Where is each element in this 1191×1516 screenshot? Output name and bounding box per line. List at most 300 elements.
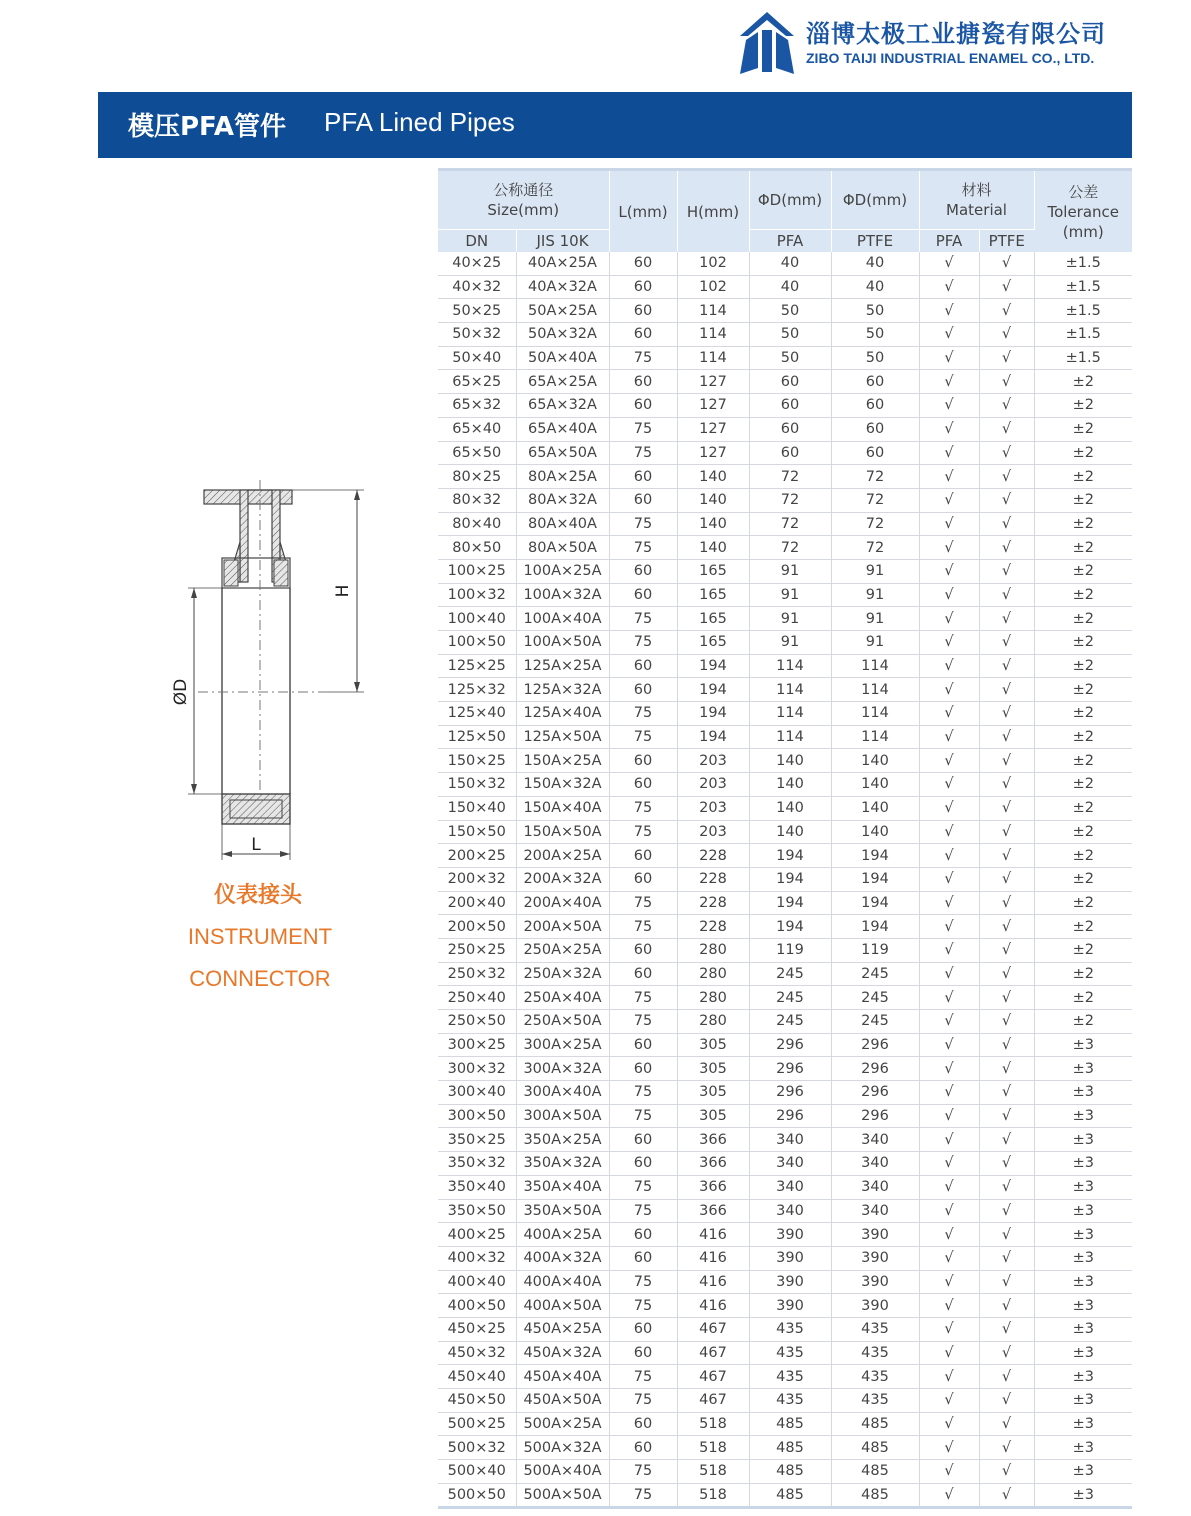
cell-dn: 200×50 — [438, 915, 516, 939]
cell-d-pfa: 91 — [749, 607, 831, 631]
cell-h: 194 — [677, 702, 749, 726]
cell-jis: 125A×25A — [516, 654, 609, 678]
cell-dn: 500×32 — [438, 1436, 516, 1460]
cell-h: 140 — [677, 488, 749, 512]
header-d-ptfe-sub: PTFE — [831, 230, 919, 253]
cell-mat-pfa: √ — [919, 1199, 979, 1223]
cell-mat-ptfe: √ — [979, 1081, 1034, 1105]
cell-mat-pfa: √ — [919, 1081, 979, 1105]
cell-d-ptfe: 91 — [831, 559, 919, 583]
cell-dn: 50×25 — [438, 299, 516, 323]
cell-mat-ptfe: √ — [979, 559, 1034, 583]
cell-h: 366 — [677, 1152, 749, 1176]
header-jis: JIS 10K — [516, 230, 609, 253]
cell-h: 366 — [677, 1175, 749, 1199]
header-dn: DN — [438, 230, 516, 253]
cell-h: 165 — [677, 631, 749, 655]
table-row — [438, 1175, 1132, 1199]
cell-jis: 40A×25A — [516, 252, 609, 275]
cell-d-ptfe: 60 — [831, 370, 919, 394]
cell-d-pfa: 245 — [749, 962, 831, 986]
cell-d-pfa: 50 — [749, 346, 831, 370]
header-d-pfa: ΦD(mm) — [749, 170, 831, 230]
table-row — [438, 773, 1132, 797]
cell-h: 305 — [677, 1104, 749, 1128]
cell-l: 75 — [609, 536, 677, 560]
cell-h: 102 — [677, 252, 749, 275]
cell-d-pfa: 60 — [749, 370, 831, 394]
cell-d-ptfe: 296 — [831, 1104, 919, 1128]
cell-jis: 50A×32A — [516, 323, 609, 347]
table-row — [438, 1057, 1132, 1081]
cell-l: 60 — [609, 299, 677, 323]
cell-tolerance: ±2 — [1034, 938, 1132, 962]
cell-d-ptfe: 114 — [831, 678, 919, 702]
cell-l: 75 — [609, 820, 677, 844]
header-material-cn: 材料 — [961, 181, 992, 199]
table-row — [438, 1294, 1132, 1318]
cell-tolerance: ±3 — [1034, 1436, 1132, 1460]
cell-dn: 250×32 — [438, 962, 516, 986]
cell-tolerance: ±2 — [1034, 749, 1132, 773]
cell-tolerance: ±3 — [1034, 1104, 1132, 1128]
cell-d-pfa: 390 — [749, 1270, 831, 1294]
cell-jis: 100A×50A — [516, 631, 609, 655]
table-row — [438, 394, 1132, 418]
cell-d-pfa: 50 — [749, 323, 831, 347]
cell-dn: 80×25 — [438, 465, 516, 489]
cell-dn: 300×40 — [438, 1081, 516, 1105]
cell-jis: 350A×40A — [516, 1175, 609, 1199]
cell-jis: 300A×50A — [516, 1104, 609, 1128]
cell-jis: 450A×32A — [516, 1341, 609, 1365]
cell-h: 127 — [677, 394, 749, 418]
cell-d-ptfe: 72 — [831, 488, 919, 512]
cell-h: 127 — [677, 417, 749, 441]
connector-drawing — [168, 478, 368, 862]
cell-mat-ptfe: √ — [979, 654, 1034, 678]
cell-d-pfa: 194 — [749, 891, 831, 915]
cell-d-ptfe: 340 — [831, 1152, 919, 1176]
cell-l: 75 — [609, 1270, 677, 1294]
cell-mat-ptfe: √ — [979, 1317, 1034, 1341]
header-size-en: Size(mm) — [487, 201, 560, 219]
cell-l: 75 — [609, 1175, 677, 1199]
cell-l: 60 — [609, 1246, 677, 1270]
cell-mat-pfa: √ — [919, 1033, 979, 1057]
cell-h: 194 — [677, 725, 749, 749]
cell-d-ptfe: 390 — [831, 1246, 919, 1270]
cell-tolerance: ±3 — [1034, 1057, 1132, 1081]
cell-h: 518 — [677, 1483, 749, 1508]
cell-dn: 350×40 — [438, 1175, 516, 1199]
cell-tolerance: ±2 — [1034, 559, 1132, 583]
cell-tolerance: ±3 — [1034, 1341, 1132, 1365]
cell-jis: 50A×25A — [516, 299, 609, 323]
cell-h: 518 — [677, 1436, 749, 1460]
cell-dn: 40×32 — [438, 275, 516, 299]
cell-d-ptfe: 119 — [831, 938, 919, 962]
cell-mat-ptfe: √ — [979, 536, 1034, 560]
cell-jis: 400A×25A — [516, 1223, 609, 1247]
cell-mat-pfa: √ — [919, 1341, 979, 1365]
cell-mat-ptfe: √ — [979, 986, 1034, 1010]
cell-mat-pfa: √ — [919, 678, 979, 702]
cell-l: 60 — [609, 394, 677, 418]
cell-mat-pfa: √ — [919, 962, 979, 986]
cell-tolerance: ±3 — [1034, 1412, 1132, 1436]
company-name-en: ZIBO TAIJI INDUSTRIAL ENAMEL CO., LTD. — [806, 50, 1095, 66]
cell-tolerance: ±3 — [1034, 1389, 1132, 1413]
cell-tolerance: ±2 — [1034, 678, 1132, 702]
cell-d-ptfe: 194 — [831, 844, 919, 868]
cell-d-ptfe: 40 — [831, 275, 919, 299]
cell-mat-pfa: √ — [919, 275, 979, 299]
cell-d-pfa: 485 — [749, 1483, 831, 1508]
cell-l: 75 — [609, 986, 677, 1010]
cell-l: 60 — [609, 962, 677, 986]
cell-tolerance: ±2 — [1034, 488, 1132, 512]
cell-d-ptfe: 72 — [831, 512, 919, 536]
cell-mat-pfa: √ — [919, 370, 979, 394]
table-row — [438, 891, 1132, 915]
cell-tolerance: ±1.5 — [1034, 299, 1132, 323]
cell-dn: 40×25 — [438, 252, 516, 275]
cell-l: 60 — [609, 465, 677, 489]
cell-d-ptfe: 114 — [831, 702, 919, 726]
cell-dn: 200×25 — [438, 844, 516, 868]
cell-h: 114 — [677, 299, 749, 323]
cell-mat-ptfe: √ — [979, 796, 1034, 820]
cell-jis: 80A×50A — [516, 536, 609, 560]
cell-d-pfa: 40 — [749, 275, 831, 299]
cell-dn: 50×40 — [438, 346, 516, 370]
cell-h: 114 — [677, 323, 749, 347]
header-tolerance-en: Tolerance — [1047, 202, 1120, 221]
cell-d-ptfe: 194 — [831, 915, 919, 939]
cell-jis: 200A×25A — [516, 844, 609, 868]
cell-tolerance: ±3 — [1034, 1460, 1132, 1484]
cell-d-ptfe: 140 — [831, 820, 919, 844]
cell-tolerance: ±1.5 — [1034, 275, 1132, 299]
cell-d-pfa: 435 — [749, 1317, 831, 1341]
cell-tolerance: ±3 — [1034, 1152, 1132, 1176]
cell-tolerance: ±2 — [1034, 394, 1132, 418]
title-banner — [98, 92, 1132, 158]
cell-tolerance: ±2 — [1034, 583, 1132, 607]
cell-l: 75 — [609, 1010, 677, 1034]
cell-d-pfa: 50 — [749, 299, 831, 323]
spec-table — [438, 168, 1132, 1509]
cell-tolerance: ±2 — [1034, 465, 1132, 489]
cell-l: 75 — [609, 1389, 677, 1413]
cell-tolerance: ±1.5 — [1034, 346, 1132, 370]
cell-mat-ptfe: √ — [979, 323, 1034, 347]
cell-mat-pfa: √ — [919, 654, 979, 678]
cell-d-pfa: 72 — [749, 465, 831, 489]
cell-mat-pfa: √ — [919, 559, 979, 583]
cell-tolerance: ±2 — [1034, 725, 1132, 749]
spec-table-body — [438, 252, 1132, 1508]
cell-mat-pfa: √ — [919, 702, 979, 726]
table-row — [438, 1341, 1132, 1365]
cell-d-pfa: 485 — [749, 1460, 831, 1484]
cell-d-ptfe: 485 — [831, 1483, 919, 1508]
cell-l: 60 — [609, 867, 677, 891]
cell-dn: 300×32 — [438, 1057, 516, 1081]
cell-dn: 100×32 — [438, 583, 516, 607]
table-row — [438, 1152, 1132, 1176]
cell-l: 75 — [609, 417, 677, 441]
cell-d-pfa: 296 — [749, 1057, 831, 1081]
cell-d-pfa: 140 — [749, 796, 831, 820]
cell-dn: 400×50 — [438, 1294, 516, 1318]
cell-d-pfa: 390 — [749, 1294, 831, 1318]
company-name-cn: 淄博太极工业搪瓷有限公司 — [806, 20, 1106, 48]
cell-d-pfa: 194 — [749, 867, 831, 891]
cell-dn: 65×32 — [438, 394, 516, 418]
cell-h: 228 — [677, 867, 749, 891]
cell-tolerance: ±3 — [1034, 1246, 1132, 1270]
cell-tolerance: ±1.5 — [1034, 323, 1132, 347]
cell-mat-ptfe: √ — [979, 820, 1034, 844]
table-row — [438, 441, 1132, 465]
table-row — [438, 512, 1132, 536]
cell-mat-pfa: √ — [919, 1483, 979, 1508]
table-row — [438, 1104, 1132, 1128]
header-tolerance — [1034, 170, 1132, 253]
cell-l: 75 — [609, 1104, 677, 1128]
cell-dn: 50×32 — [438, 323, 516, 347]
cell-mat-ptfe: √ — [979, 465, 1034, 489]
cell-d-ptfe: 40 — [831, 252, 919, 275]
cell-l: 60 — [609, 678, 677, 702]
cell-h: 366 — [677, 1128, 749, 1152]
cell-mat-ptfe: √ — [979, 370, 1034, 394]
cell-l: 75 — [609, 631, 677, 655]
table-row — [438, 796, 1132, 820]
cell-mat-pfa: √ — [919, 631, 979, 655]
cell-d-pfa: 91 — [749, 583, 831, 607]
table-row — [438, 252, 1132, 275]
cell-h: 140 — [677, 512, 749, 536]
cell-dn: 350×32 — [438, 1152, 516, 1176]
cell-jis: 400A×32A — [516, 1246, 609, 1270]
cell-jis: 65A×50A — [516, 441, 609, 465]
table-row — [438, 1436, 1132, 1460]
cell-h: 203 — [677, 749, 749, 773]
cell-mat-ptfe: √ — [979, 583, 1034, 607]
cell-mat-pfa: √ — [919, 1412, 979, 1436]
cell-mat-ptfe: √ — [979, 394, 1034, 418]
cell-tolerance: ±2 — [1034, 512, 1132, 536]
cell-mat-pfa: √ — [919, 796, 979, 820]
cell-d-pfa: 60 — [749, 441, 831, 465]
cell-d-ptfe: 390 — [831, 1294, 919, 1318]
cell-mat-pfa: √ — [919, 1223, 979, 1247]
cell-l: 75 — [609, 1483, 677, 1508]
cell-dn: 400×25 — [438, 1223, 516, 1247]
cell-mat-pfa: √ — [919, 1389, 979, 1413]
cell-tolerance: ±3 — [1034, 1033, 1132, 1057]
cell-dn: 350×50 — [438, 1199, 516, 1223]
cell-mat-ptfe: √ — [979, 1128, 1034, 1152]
table-row — [438, 725, 1132, 749]
cell-jis: 65A×25A — [516, 370, 609, 394]
cell-dn: 65×40 — [438, 417, 516, 441]
table-row — [438, 607, 1132, 631]
cell-l: 75 — [609, 891, 677, 915]
cell-d-ptfe: 60 — [831, 394, 919, 418]
cell-h: 194 — [677, 678, 749, 702]
table-row — [438, 370, 1132, 394]
cell-jis: 400A×50A — [516, 1294, 609, 1318]
cell-dn: 80×32 — [438, 488, 516, 512]
cell-dn: 500×25 — [438, 1412, 516, 1436]
cell-mat-pfa: √ — [919, 820, 979, 844]
cell-mat-pfa: √ — [919, 1270, 979, 1294]
cell-l: 60 — [609, 773, 677, 797]
cell-jis: 150A×50A — [516, 820, 609, 844]
cell-mat-ptfe: √ — [979, 441, 1034, 465]
cell-jis: 250A×25A — [516, 938, 609, 962]
cell-d-pfa: 114 — [749, 654, 831, 678]
banner-title-en: PFA Lined Pipes — [324, 107, 515, 137]
cell-d-ptfe: 72 — [831, 465, 919, 489]
cell-l: 75 — [609, 346, 677, 370]
header-size — [438, 170, 609, 230]
cell-d-ptfe: 435 — [831, 1365, 919, 1389]
cell-d-ptfe: 114 — [831, 725, 919, 749]
cell-h: 305 — [677, 1057, 749, 1081]
table-row — [438, 583, 1132, 607]
cell-mat-ptfe: √ — [979, 1175, 1034, 1199]
cell-l: 60 — [609, 1223, 677, 1247]
cell-mat-pfa: √ — [919, 607, 979, 631]
cell-jis: 450A×25A — [516, 1317, 609, 1341]
cell-l: 60 — [609, 844, 677, 868]
cell-tolerance: ±3 — [1034, 1223, 1132, 1247]
header-d-pfa-sub: PFA — [749, 230, 831, 253]
cell-h: 127 — [677, 441, 749, 465]
cell-l: 60 — [609, 252, 677, 275]
cell-dn: 125×32 — [438, 678, 516, 702]
cell-dn: 150×40 — [438, 796, 516, 820]
header-tolerance-cn: 公差 — [1068, 182, 1099, 201]
cell-l: 75 — [609, 1365, 677, 1389]
cell-h: 416 — [677, 1294, 749, 1318]
cell-mat-ptfe: √ — [979, 1223, 1034, 1247]
cell-h: 114 — [677, 346, 749, 370]
table-row — [438, 417, 1132, 441]
table-row — [438, 1246, 1132, 1270]
cell-h: 228 — [677, 891, 749, 915]
cell-tolerance: ±3 — [1034, 1175, 1132, 1199]
cell-mat-ptfe: √ — [979, 915, 1034, 939]
cell-mat-pfa: √ — [919, 1128, 979, 1152]
cell-mat-pfa: √ — [919, 938, 979, 962]
cell-tolerance: ±2 — [1034, 796, 1132, 820]
cell-dn: 100×40 — [438, 607, 516, 631]
cell-jis: 250A×50A — [516, 1010, 609, 1034]
cell-mat-pfa: √ — [919, 323, 979, 347]
cell-mat-pfa: √ — [919, 986, 979, 1010]
cell-d-pfa: 485 — [749, 1412, 831, 1436]
cell-tolerance: ±3 — [1034, 1365, 1132, 1389]
cell-h: 127 — [677, 370, 749, 394]
cell-mat-pfa: √ — [919, 465, 979, 489]
cell-mat-pfa: √ — [919, 1365, 979, 1389]
cell-dn: 125×50 — [438, 725, 516, 749]
table-row — [438, 654, 1132, 678]
cell-h: 140 — [677, 536, 749, 560]
cell-d-ptfe: 485 — [831, 1436, 919, 1460]
cell-mat-pfa: √ — [919, 1294, 979, 1318]
cell-mat-ptfe: √ — [979, 773, 1034, 797]
cell-d-ptfe: 50 — [831, 346, 919, 370]
table-row — [438, 299, 1132, 323]
cell-mat-pfa: √ — [919, 1246, 979, 1270]
cell-d-ptfe: 435 — [831, 1341, 919, 1365]
cell-d-ptfe: 390 — [831, 1223, 919, 1247]
cell-dn: 100×50 — [438, 631, 516, 655]
cell-jis: 80A×40A — [516, 512, 609, 536]
cell-d-ptfe: 50 — [831, 299, 919, 323]
cell-h: 203 — [677, 796, 749, 820]
cell-dn: 500×50 — [438, 1483, 516, 1508]
cell-l: 75 — [609, 441, 677, 465]
table-row — [438, 465, 1132, 489]
table-row — [438, 867, 1132, 891]
cell-jis: 350A×32A — [516, 1152, 609, 1176]
table-row — [438, 1223, 1132, 1247]
table-row — [438, 536, 1132, 560]
cell-mat-ptfe: √ — [979, 1246, 1034, 1270]
cell-mat-ptfe: √ — [979, 1365, 1034, 1389]
cell-l: 60 — [609, 559, 677, 583]
cell-d-pfa: 72 — [749, 536, 831, 560]
header-l: L(mm) — [609, 170, 677, 253]
cell-l: 75 — [609, 607, 677, 631]
cell-d-ptfe: 245 — [831, 986, 919, 1010]
cell-d-pfa: 60 — [749, 394, 831, 418]
cell-mat-pfa: √ — [919, 536, 979, 560]
cell-h: 467 — [677, 1365, 749, 1389]
cell-h: 366 — [677, 1199, 749, 1223]
cell-d-pfa: 114 — [749, 725, 831, 749]
cell-dn: 150×25 — [438, 749, 516, 773]
cell-h: 467 — [677, 1389, 749, 1413]
cell-tolerance: ±2 — [1034, 820, 1132, 844]
cell-jis: 250A×40A — [516, 986, 609, 1010]
cell-d-ptfe: 60 — [831, 441, 919, 465]
cell-d-pfa: 114 — [749, 702, 831, 726]
cell-jis: 150A×25A — [516, 749, 609, 773]
table-row — [438, 631, 1132, 655]
cell-jis: 100A×25A — [516, 559, 609, 583]
table-row — [438, 275, 1132, 299]
company-logo-icon — [736, 10, 798, 76]
cell-tolerance: ±3 — [1072, 1487, 1094, 1504]
cell-mat-pfa: √ — [919, 1460, 979, 1484]
cell-mat-ptfe: √ — [979, 1199, 1034, 1223]
cell-jis: 350A×50A — [516, 1199, 609, 1223]
cell-mat-ptfe: √ — [979, 1460, 1034, 1484]
cell-dn: 300×25 — [438, 1033, 516, 1057]
cell-mat-pfa: √ — [919, 844, 979, 868]
cell-tolerance: ±2 — [1034, 441, 1132, 465]
cell-l: 60 — [609, 1057, 677, 1081]
